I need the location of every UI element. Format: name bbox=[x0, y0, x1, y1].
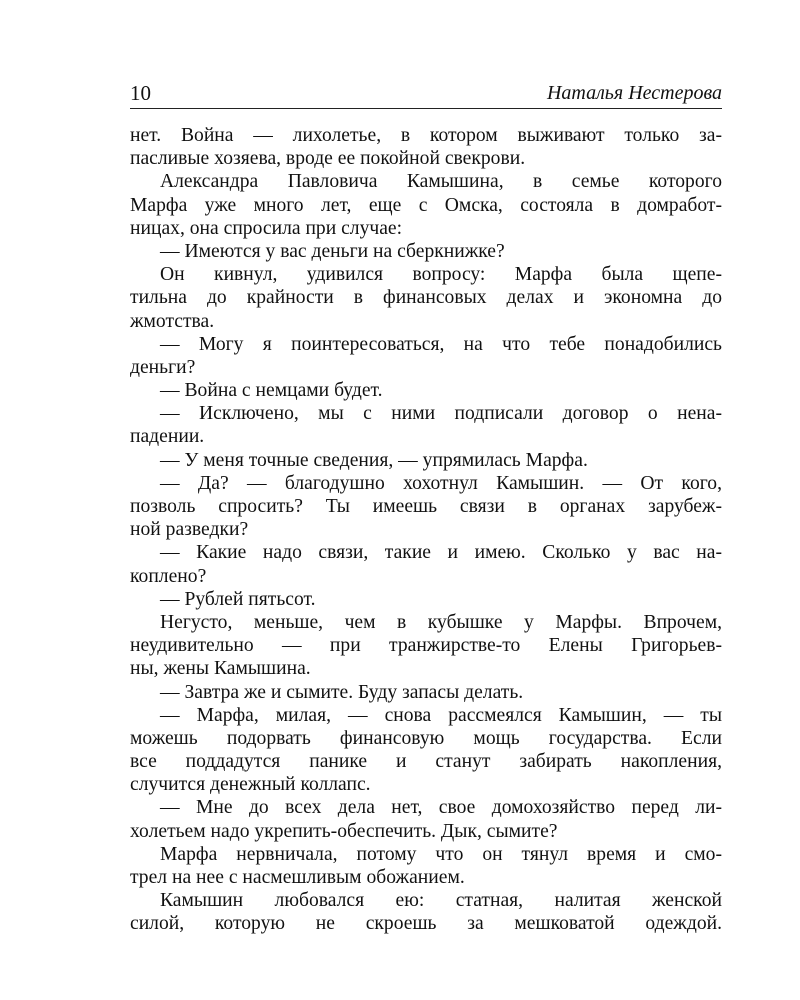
text-line: Марфа нервничала, потому что он тянул время и смо- bbox=[160, 843, 722, 865]
text-line: Марфа уже много лет, еще с Омска, состояла в домработ- bbox=[130, 194, 722, 216]
text-line: тильна до крайности в финансовых делах и экономна до bbox=[130, 287, 722, 309]
running-header bbox=[130, 78, 722, 109]
text-line: холетьем надо укрепить-обеспечить. Дык, сымите? bbox=[130, 820, 558, 842]
body-text bbox=[130, 124, 722, 936]
text-line: силой, которую не скроешь за мешковатой одеждой. bbox=[130, 913, 722, 935]
text-line: — Рублей пятьсот. bbox=[160, 588, 316, 610]
text-line: ной разведки? bbox=[130, 519, 249, 541]
page-number: 10 bbox=[130, 81, 151, 105]
text-line: — Марфа, милая, — снова рассмеялся Камышин, — ты bbox=[160, 704, 722, 726]
text-line: — Какие надо связи, такие и имею. Сколько у вас на- bbox=[160, 542, 722, 564]
text-line: — Да? — благодушно хохотнул Камышин. — От кого, bbox=[160, 472, 722, 494]
text-line: нет. Война — лихолетье, в котором выживают только за- bbox=[130, 125, 722, 146]
text-line: — Имеются у вас деньги на сберкнижке? bbox=[160, 240, 505, 262]
text-line: Камышин любовался ею: статная, налитая женской bbox=[160, 890, 722, 912]
text-line: Он кивнул, удивился вопросу: Марфа была щепе- bbox=[160, 264, 722, 286]
text-line: — У меня точные сведения, — упрямилась Марфа. bbox=[160, 449, 588, 471]
book-page bbox=[130, 78, 722, 936]
text-line: деньги? bbox=[130, 356, 196, 378]
text-line: — Война с немцами будет. bbox=[160, 380, 383, 402]
text-line: Александра Павловича Камышина, в семье которого bbox=[160, 171, 722, 193]
text-line: трел на нее с насмешливым обожанием. bbox=[130, 867, 465, 888]
text-line: случится денежный коллапс. bbox=[130, 774, 371, 796]
text-line: можешь подорвать финансовую мощь государства. Если bbox=[130, 727, 722, 749]
text-line: жмотства. bbox=[130, 310, 215, 332]
text-line: все поддадутся панике и станут забирать накопления, bbox=[130, 751, 722, 773]
text-line: — Могу я поинтересоваться, на что тебе понадобились bbox=[160, 333, 722, 355]
text-line: пасливые хозяева, вроде ее покойной свекрови. bbox=[130, 148, 526, 170]
text-line: коплено? bbox=[130, 565, 207, 587]
text-line: — Мне до всех дела нет, свое домохозяйство перед ли- bbox=[160, 797, 722, 819]
text-line: — Исключено, мы с ними подписали договор о нена- bbox=[160, 403, 722, 425]
text-line: Негусто, меньше, чем в кубышке у Марфы. Впрочем, bbox=[160, 611, 722, 633]
text-line: ницах, она спросила при случае: bbox=[130, 217, 403, 239]
text-line: падении. bbox=[130, 426, 205, 448]
text-line: ны, жены Камышина. bbox=[130, 658, 311, 680]
text-line: — Завтра же и сымите. Буду запасы делать. bbox=[160, 681, 524, 703]
text-line: неудивительно — при транжирстве-то Елены Григорьев- bbox=[130, 635, 722, 657]
text-line: позволь спросить? Ты имеешь связи в органах зарубеж- bbox=[130, 496, 722, 517]
running-header-author: Наталья Нестерова bbox=[546, 82, 722, 104]
